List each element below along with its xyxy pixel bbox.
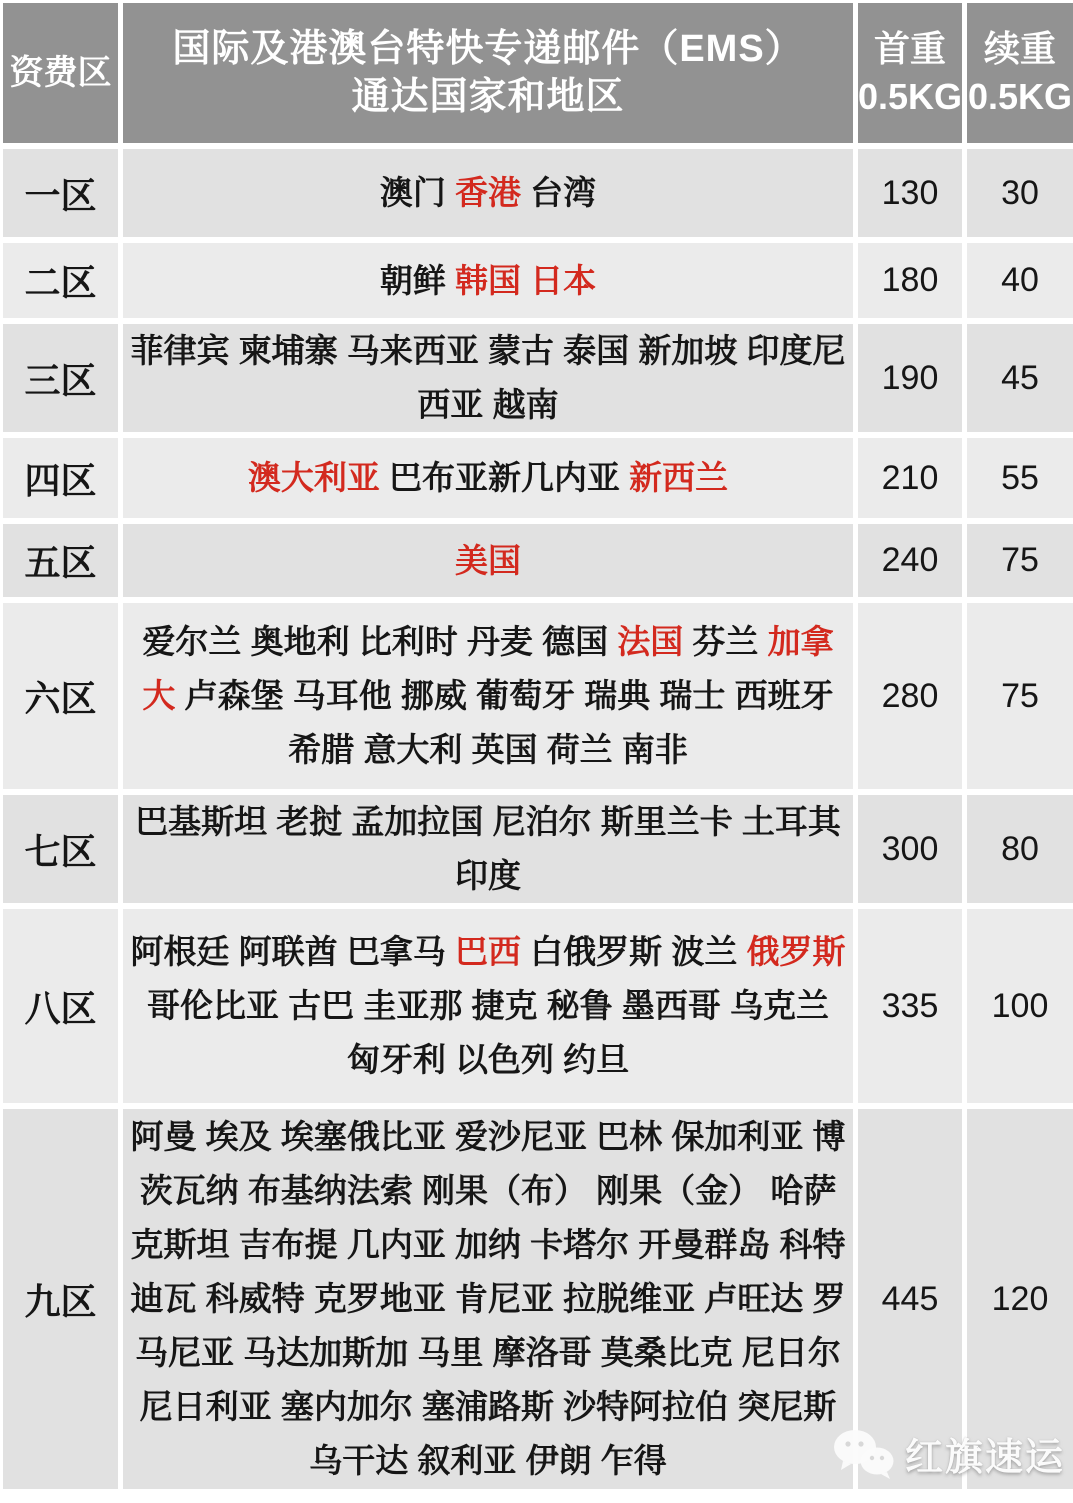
table-row (3, 795, 1073, 903)
table-row (3, 324, 1073, 432)
countries-cell (123, 909, 853, 1103)
additional-weight-price: 75 (967, 524, 1073, 597)
table-row (3, 909, 1073, 1103)
first-weight-value: 0.5KG (857, 76, 963, 117)
country-names: 芬兰 (683, 623, 768, 660)
countries-text (123, 324, 853, 432)
table-row (3, 524, 1073, 597)
countries-cell (123, 603, 853, 789)
country-names: 朝鲜 (379, 261, 455, 299)
country-names: 白俄罗斯 波兰 (521, 933, 747, 970)
country-name-highlighted: 加拿大 (142, 623, 834, 714)
country-name-highlighted: 韩国 日本 (455, 261, 597, 299)
first-weight-price: 130 (858, 149, 962, 237)
countries-text (123, 615, 853, 777)
country-name-highlighted: 法国 (617, 623, 684, 660)
additional-weight-price: 40 (967, 243, 1073, 318)
first-weight-price: 335 (858, 909, 962, 1103)
country-name-highlighted: 澳大利亚 (247, 459, 380, 496)
country-names: 菲律宾 柬埔寨 马来西亚 蒙古 泰国 新加坡 印度尼西亚 越南 (130, 332, 846, 423)
country-names: 爱尔兰 奥地利 比利时 丹麦 德国 (142, 623, 618, 660)
table-title-line1: 国际及港澳台特快专递邮件（EMS） (172, 28, 804, 70)
country-names: 巴布亚新几内亚 (379, 459, 630, 496)
first-weight-price: 280 (858, 603, 962, 789)
country-name-highlighted: 新西兰 (629, 459, 729, 496)
first-weight-price: 190 (858, 324, 962, 432)
table-row (3, 1109, 1073, 1489)
zone-label: 四区 (3, 438, 118, 518)
first-weight-price: 445 (858, 1109, 962, 1489)
countries-cell (123, 1109, 853, 1489)
countries-cell (123, 149, 853, 237)
additional-weight-value: 0.5KG (967, 76, 1073, 117)
watermark-text: 红旗速运 (904, 1437, 1065, 1479)
country-name-highlighted: 俄罗斯 (746, 933, 846, 970)
zone-label: 八区 (3, 909, 118, 1103)
countries-text (123, 451, 853, 505)
zone-label: 九区 (3, 1109, 118, 1489)
countries-text (123, 925, 853, 1087)
countries-cell (123, 438, 853, 518)
table-header-row (3, 3, 1073, 143)
zone-label: 五区 (3, 524, 118, 597)
zone-label: 七区 (3, 795, 118, 903)
zone-label: 六区 (3, 603, 118, 789)
country-names: 卢森堡 马耳他 挪威 葡萄牙 瑞典 瑞士 西班牙 希腊 意大利 英国 荷兰 南非 (175, 677, 834, 768)
additional-weight-price: 80 (967, 795, 1073, 903)
additional-weight-price: 100 (967, 909, 1073, 1103)
countries-text (123, 254, 853, 308)
countries-text (123, 795, 853, 903)
country-name-highlighted: 巴西 (455, 933, 521, 970)
header-first-weight-cell (858, 3, 962, 143)
table-row (3, 603, 1073, 789)
table-row (3, 243, 1073, 318)
first-weight-price: 210 (858, 438, 962, 518)
first-weight-price: 300 (858, 795, 962, 903)
country-names: 巴基斯坦 老挝 孟加拉国 尼泊尔 斯里兰卡 土耳其 印度 (135, 803, 841, 894)
first-weight-price: 180 (858, 243, 962, 318)
additional-weight-price: 75 (967, 603, 1073, 789)
zone-label: 二区 (3, 243, 118, 318)
country-name-highlighted: 美国 (455, 541, 521, 579)
zone-label: 三区 (3, 324, 118, 432)
countries-text (123, 1110, 853, 1488)
countries-text (123, 166, 853, 220)
zone-label: 一区 (3, 149, 118, 237)
header-additional-weight-cell (967, 3, 1073, 143)
additional-weight-label: 续重 (983, 28, 1056, 69)
additional-weight-price: 55 (967, 438, 1073, 518)
country-name-highlighted: 香港 (455, 174, 521, 211)
countries-cell (123, 524, 853, 597)
first-weight-price: 240 (858, 524, 962, 597)
additional-weight-price: 120 (967, 1109, 1073, 1489)
header-title-cell (123, 3, 853, 143)
countries-cell (123, 795, 853, 903)
countries-cell (123, 243, 853, 318)
additional-weight-price: 45 (967, 324, 1073, 432)
header-zone-cell (3, 3, 118, 143)
first-weight-label: 首重 (873, 28, 946, 69)
country-names: 澳门 (379, 174, 455, 211)
additional-weight-price: 30 (967, 149, 1073, 237)
countries-cell (123, 324, 853, 432)
country-names: 台湾 (521, 174, 597, 211)
country-names: 阿根廷 阿联酋 巴拿马 (130, 933, 455, 970)
country-names: 阿曼 埃及 埃塞俄比亚 爱沙尼亚 巴林 保加利亚 博茨瓦纳 布基纳法索 刚果（布） 刚果（金） 哈萨克斯坦 吉布提 几内亚 加纳 卡塔尔 开曼群岛 科特迪瓦 科威特 克罗地亚 肯尼亚 拉脱维亚 卢旺达 罗马尼亚 马达加斯加 马里 摩洛哥 莫桑比克 尼日尔 尼日利亚 塞内加尔 塞浦路斯 沙特阿拉伯 突尼斯 乌干达 叙利亚 伊朗 乍得 (130, 1118, 846, 1479)
countries-text (123, 534, 853, 588)
table-body (3, 149, 1073, 1489)
table-title-line2: 通达国家和地区 (351, 76, 625, 118)
zone-column-label: 资费区 (9, 54, 112, 92)
table-row (3, 149, 1073, 237)
country-names: 哥伦比亚 古巴 圭亚那 捷克 秘鲁 墨西哥 乌克兰 匈牙利 以色列 约旦 (146, 987, 829, 1078)
table-row (3, 438, 1073, 518)
